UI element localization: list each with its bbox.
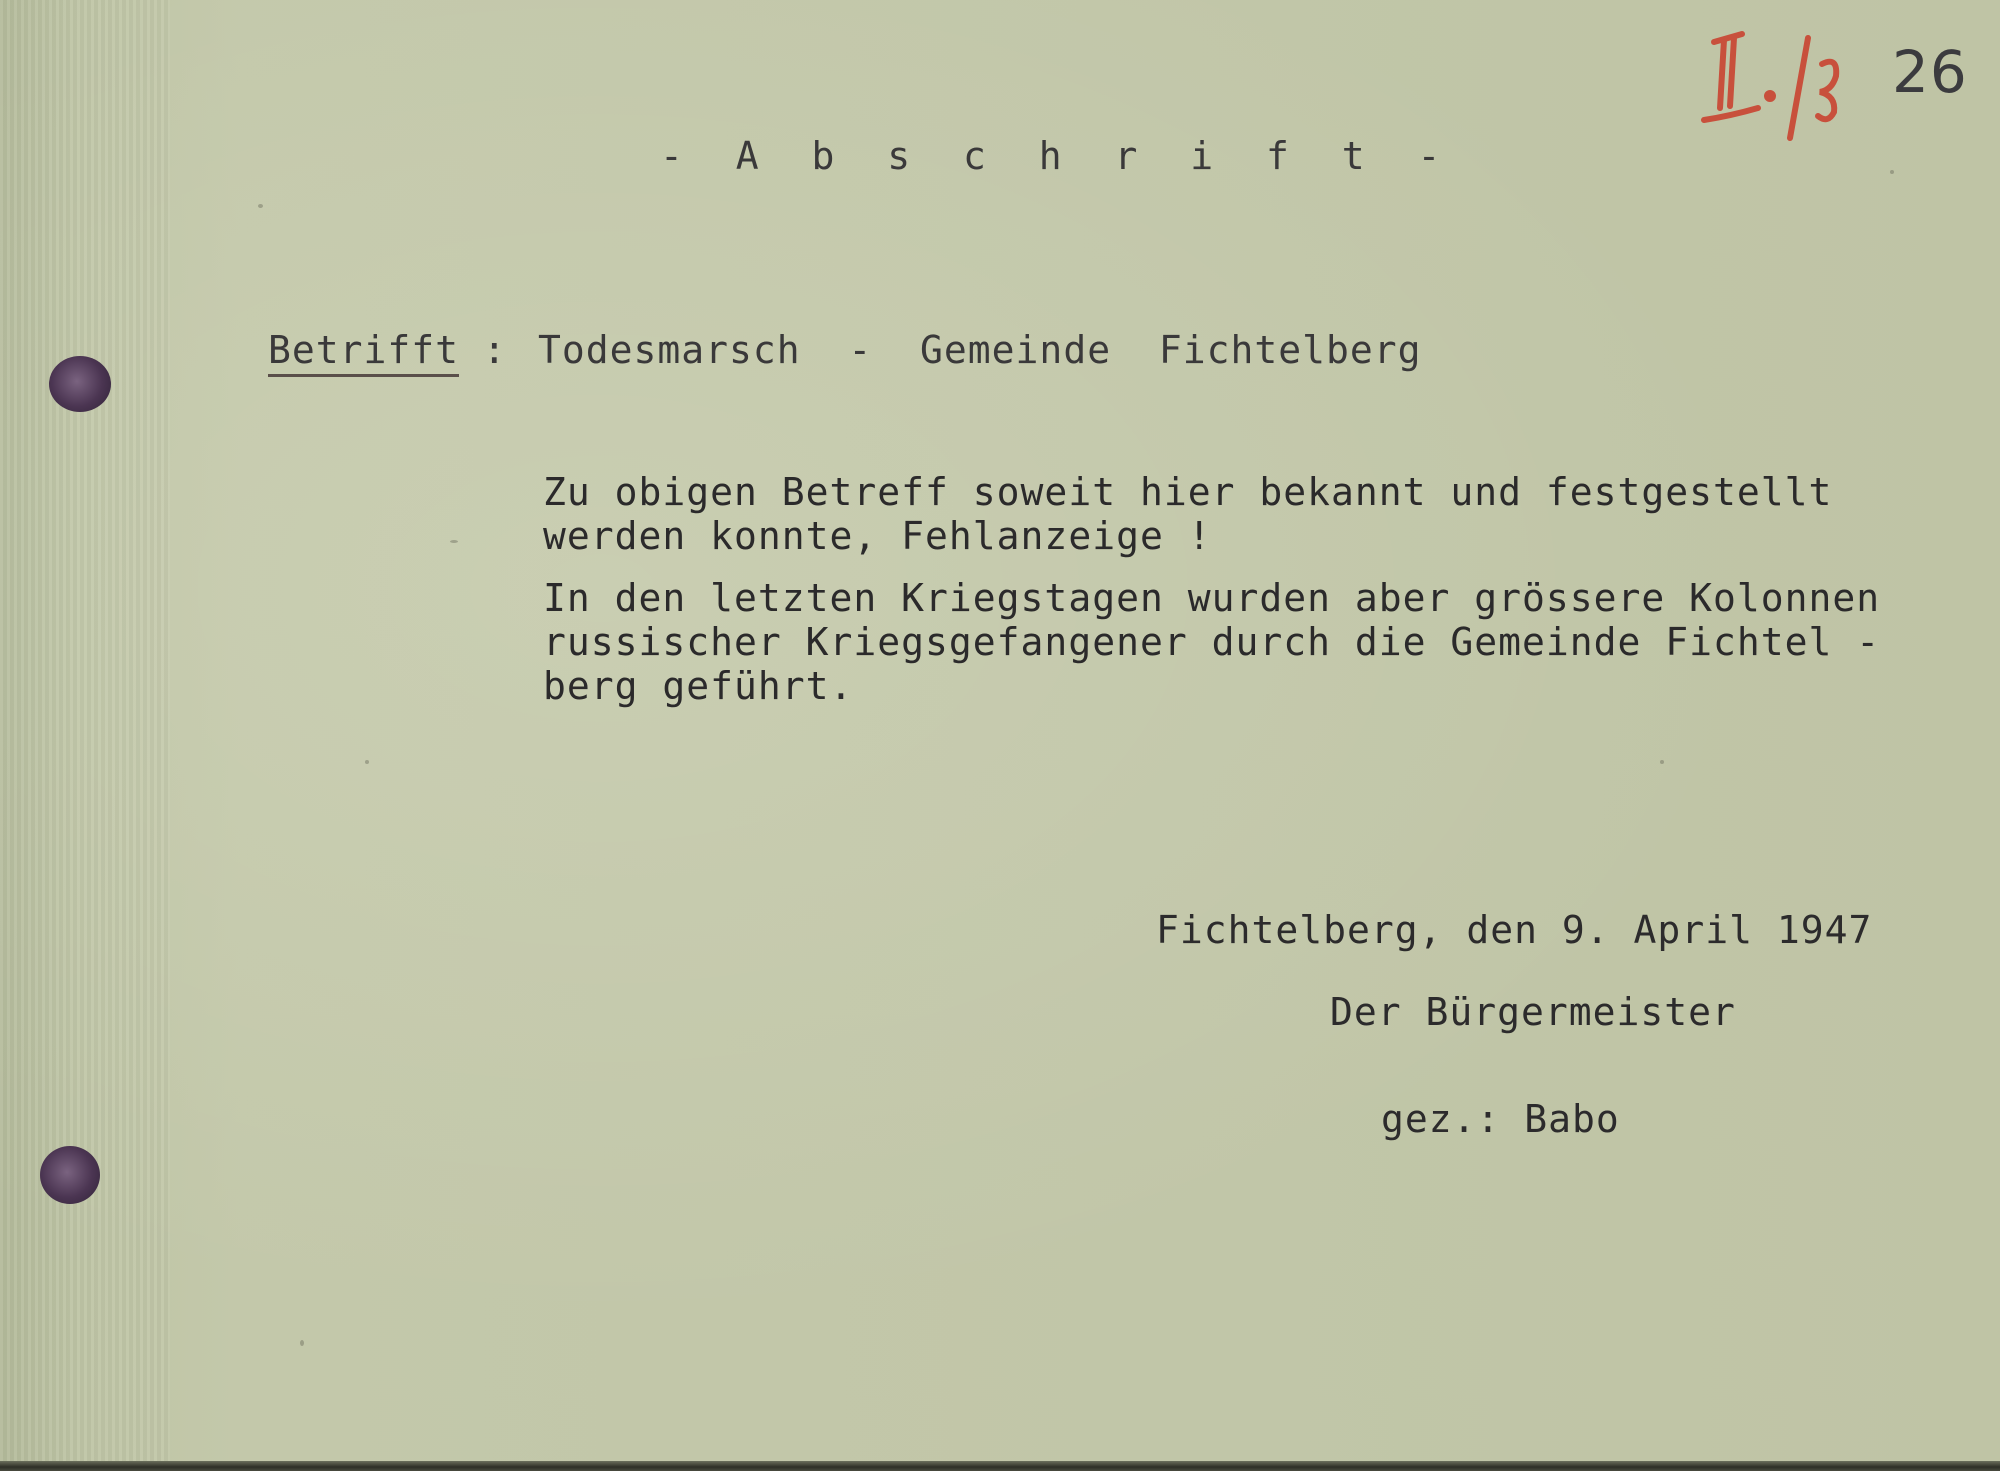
body-line: In den letzten Kriegstagen wurden aber grössere Kolonnen — [543, 576, 1881, 620]
paper-speck — [258, 204, 263, 208]
paper-bottom-edge — [0, 1461, 2000, 1471]
subject-separator: : — [482, 328, 507, 372]
body-line: berg geführt. — [543, 664, 854, 708]
paper-speck — [300, 1340, 304, 1346]
signatory-title: Der Bürgermeister — [1330, 990, 1736, 1034]
place-date-line: Fichtelberg, den 9. April 1947 — [1156, 908, 1873, 952]
body-line: Zu obigen Betreff soweit hier bekannt und festgestellt — [543, 470, 1833, 514]
punch-hole-bottom — [40, 1146, 100, 1204]
paper-speck — [1660, 760, 1664, 764]
paper-left-edge — [0, 0, 170, 1471]
signature-line: gez.: Babo — [1381, 1097, 1620, 1141]
paper-speck — [365, 760, 369, 764]
subject-label: Betrifft — [268, 328, 459, 377]
body-line: werden konnte, Fehlanzeige ! — [543, 514, 1212, 558]
folio-number: 26 — [1892, 38, 1968, 106]
body-line: russischer Kriegsgefangener durch die Gemeinde Fichtel - — [543, 620, 1881, 664]
subject-text: Todesmarsch - Gemeinde Fichtelberg — [538, 328, 1422, 372]
punch-hole-top — [49, 356, 111, 412]
document-heading: - A b s c h r i f t - — [660, 134, 1456, 178]
paper-speck — [450, 540, 458, 543]
subject-label-row — [268, 328, 507, 372]
paper-speck — [1890, 170, 1894, 174]
